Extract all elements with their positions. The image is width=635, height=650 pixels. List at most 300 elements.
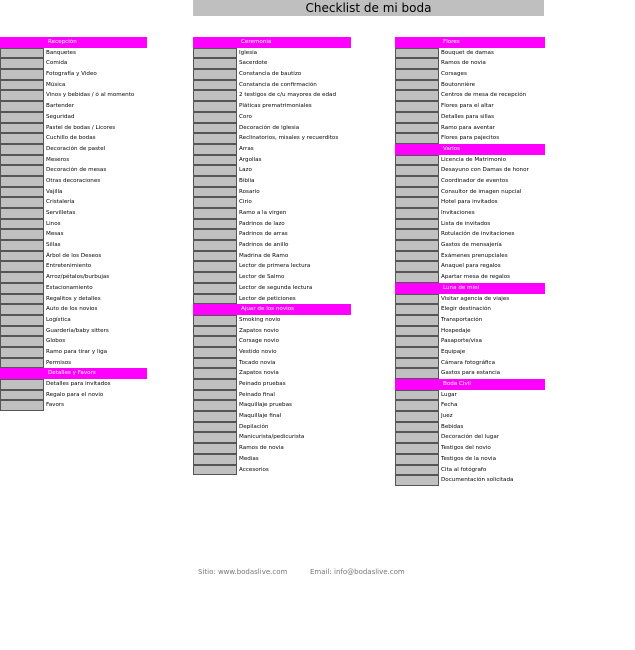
check-box[interactable] [193, 465, 237, 476]
check-box[interactable] [0, 304, 44, 315]
checklist-item-label: Pasaporte/visa [441, 338, 482, 345]
section-header: Ceremonia [193, 37, 351, 48]
checklist-item-label: Linos [46, 220, 61, 227]
checklist-item-label: Anaquel para regalos [441, 263, 501, 270]
checklist-item-label: Vestido novio [239, 348, 277, 355]
checklist-item-label: Ramo para aventar [441, 124, 495, 131]
check-box[interactable] [0, 155, 44, 166]
checklist-item-label: Ramo a la virgen [239, 210, 287, 216]
checklist-item-label: Constancia de bautizo [239, 71, 302, 78]
check-box[interactable] [193, 368, 237, 379]
check-box[interactable] [395, 475, 439, 486]
checklist-item [0, 112, 147, 123]
check-box[interactable] [193, 294, 237, 305]
checklist-item-label: Consultor de imagen nupcial [441, 188, 522, 195]
check-box[interactable] [193, 336, 237, 347]
check-box[interactable] [193, 219, 237, 230]
checklist-item [193, 101, 351, 112]
check-box[interactable] [0, 80, 44, 91]
checklist-item [193, 133, 351, 144]
check-box[interactable] [193, 80, 237, 91]
checklist-item-label: Lugar [441, 391, 457, 398]
checklist-item-label: Sacerdote [239, 60, 268, 67]
checklist-item-label: Árbol de los Deseos [46, 252, 102, 259]
checklist-item-label: Coordinador de eventos [441, 177, 509, 184]
check-box[interactable] [395, 432, 439, 443]
check-box[interactable] [395, 133, 439, 144]
checklist-item [193, 229, 351, 240]
check-box[interactable] [193, 326, 237, 337]
checklist-item [193, 411, 351, 422]
checklist-item-label: Pastel de bodas / Licores [46, 124, 116, 131]
checklist-item [193, 347, 351, 358]
check-box[interactable] [193, 112, 237, 123]
checklist-item [395, 304, 545, 315]
checklist-item-label: Padrinos de lazo [239, 220, 285, 227]
check-box[interactable] [193, 400, 237, 411]
checklist-item [395, 58, 545, 69]
checklist-item-label: Boutonnière [441, 81, 476, 88]
checklist-item [0, 283, 147, 294]
checklist-item [193, 400, 351, 411]
checklist-item [395, 123, 545, 134]
checklist-item [0, 144, 147, 155]
checklist-item-label: Exámenes prenupciales [441, 252, 508, 259]
check-box[interactable] [193, 432, 237, 443]
checklist-item-label: Lector de primera lectura [239, 263, 311, 270]
checklist-item [395, 240, 545, 251]
checklist-item [193, 90, 351, 101]
check-box[interactable] [0, 240, 44, 251]
checklist-item [0, 165, 147, 176]
checklist-item-label: Corsages [441, 71, 467, 78]
checklist-item [0, 390, 147, 401]
check-box[interactable] [0, 165, 44, 176]
check-box[interactable] [0, 90, 44, 101]
checklist-item [0, 272, 147, 283]
checklist-item [193, 465, 351, 476]
checklist-item-label: Bebidas [441, 423, 464, 430]
checklist-item-label: Pláticas prematrimoniales [239, 103, 312, 110]
checklist-item-label: Comida [46, 60, 68, 67]
check-box[interactable] [193, 272, 237, 283]
checklist-item-label: Accesorios [239, 466, 269, 473]
checklist-item [193, 144, 351, 155]
section-header: Ajuar de los novios [193, 304, 351, 315]
check-box[interactable] [193, 261, 237, 272]
checklist-item [0, 155, 147, 166]
check-box[interactable] [0, 272, 44, 283]
check-box[interactable] [0, 315, 44, 326]
check-box[interactable] [193, 90, 237, 101]
check-box[interactable] [193, 454, 237, 465]
checklist-item-label: Testigos del novio [441, 445, 491, 452]
check-box[interactable] [395, 58, 439, 69]
check-box[interactable] [193, 133, 237, 144]
checklist-item [193, 176, 351, 187]
checklist-item [0, 336, 147, 347]
checklist-item-label: Meseros [46, 156, 70, 163]
checklist-item-label: Fotografía y Video [46, 71, 97, 78]
checklist-item-label: Permisos [46, 359, 72, 366]
checklist-item [395, 101, 545, 112]
checklist-item-label: Decoración de mesas [46, 167, 107, 174]
checklist-item-label: Testigos de la novia [441, 455, 497, 462]
column-3 [395, 37, 545, 486]
checklist-item [193, 294, 351, 305]
check-box[interactable] [0, 358, 44, 369]
checklist-item [193, 187, 351, 198]
checklist-item-label: Hospedaje [441, 327, 471, 334]
check-box[interactable] [395, 69, 439, 80]
checklist-item [0, 80, 147, 91]
check-box[interactable] [193, 176, 237, 187]
check-box[interactable] [395, 219, 439, 230]
check-box[interactable] [0, 326, 44, 337]
check-box[interactable] [0, 144, 44, 155]
section-header: Varios [395, 144, 545, 155]
checklist-item [395, 326, 545, 337]
checklist-item [193, 379, 351, 390]
checklist-item-label: Estacionamiento [46, 284, 93, 291]
checklist-item-label: Arroz/pétalos/burbujas [46, 274, 110, 281]
check-box[interactable] [395, 187, 439, 198]
checklist-item-label: Detalles para invitados [46, 381, 111, 387]
checklist-item [395, 422, 545, 433]
check-box[interactable] [395, 368, 439, 379]
checklist-item [395, 197, 545, 208]
check-box[interactable] [395, 443, 439, 454]
checklist-item [0, 48, 147, 59]
check-box[interactable] [193, 347, 237, 358]
check-box[interactable] [193, 443, 237, 454]
checklist-item [395, 48, 545, 59]
section-header: Luna de miel [395, 283, 545, 294]
checklist-item-label: Reclinatorios, misales y recuerditos [239, 135, 339, 142]
check-box[interactable] [395, 347, 439, 358]
footer-email: Email: info@bodaslive.com [310, 568, 405, 576]
check-box[interactable] [0, 187, 44, 198]
checklist-item-label: Padrinos de anillo [239, 242, 289, 249]
checklist-item [0, 219, 147, 230]
checklist-item-label: Zapatos novio [239, 327, 279, 334]
check-box[interactable] [395, 390, 439, 401]
checklist-item [395, 454, 545, 465]
section-header: Recepción [0, 37, 147, 48]
checklist-item-label: Argollas [239, 156, 262, 163]
checklist-item [395, 400, 545, 411]
check-box[interactable] [193, 144, 237, 155]
checklist-item-label: Lazo [239, 167, 252, 174]
checklist-item [395, 165, 545, 176]
checklist-item [0, 261, 147, 272]
checklist-item [193, 261, 351, 272]
checklist-item [193, 48, 351, 59]
checklist-item [395, 475, 545, 486]
check-box[interactable] [0, 294, 44, 305]
checklist-item [0, 229, 147, 240]
checklist-item-label: Gastos de mensajería [441, 242, 502, 249]
checklist-item [0, 315, 147, 326]
checklist-item [395, 69, 545, 80]
checklist-item [193, 336, 351, 347]
checklist-item-label: Licencia de Matrimonio [441, 156, 507, 163]
checklist-item-label: Otras decoraciones [46, 177, 101, 184]
checklist-item [0, 347, 147, 358]
check-box[interactable] [0, 261, 44, 272]
checklist-item [395, 112, 545, 123]
check-box[interactable] [0, 336, 44, 347]
checklist-item [193, 197, 351, 208]
checklist-item [0, 379, 147, 390]
checklist-item-label: Lista de invitados [441, 220, 491, 227]
check-box[interactable] [193, 165, 237, 176]
checklist-item [193, 283, 351, 294]
check-box[interactable] [395, 165, 439, 176]
check-box[interactable] [395, 101, 439, 112]
checklist-item-label: Ramos de novia [441, 60, 486, 67]
checklist-item [395, 208, 545, 219]
checklist-item-label: Cita al fotógrafo [441, 466, 487, 473]
checklist-item [0, 187, 147, 198]
check-box[interactable] [193, 197, 237, 208]
checklist-item [193, 155, 351, 166]
checklist-item [193, 315, 351, 326]
checklist-item-label: Música [46, 81, 66, 88]
check-box[interactable] [193, 48, 237, 59]
check-box[interactable] [0, 197, 44, 208]
check-box[interactable] [395, 272, 439, 283]
check-box[interactable] [193, 251, 237, 262]
check-box[interactable] [395, 80, 439, 91]
checklist-item-label: Decoración de iglesia [239, 124, 300, 131]
check-box[interactable] [0, 390, 44, 401]
check-box[interactable] [0, 48, 44, 59]
check-box[interactable] [0, 58, 44, 69]
checklist-item [193, 272, 351, 283]
checklist-item-label: Peinado pruebas [239, 381, 286, 387]
checklist-item-label: Coro [239, 113, 252, 120]
checklist-item-label: Ramos de novia [239, 445, 284, 452]
checklist-item-label: Entretenimiento [46, 263, 92, 270]
checklist-item-label: Maquillaje pruebas [239, 402, 292, 409]
check-box[interactable] [395, 465, 439, 476]
check-box[interactable] [0, 123, 44, 134]
checklist-item-label: Cámara fotográfica [441, 359, 496, 366]
section-header: Detalles y Favors [0, 368, 147, 379]
check-box[interactable] [193, 155, 237, 166]
checklist-item-label: Smoking novio [239, 316, 281, 323]
checklist-item-label: Rosario [239, 188, 260, 195]
check-box[interactable] [395, 326, 439, 337]
checklist-item [193, 390, 351, 401]
checklist-item [193, 422, 351, 433]
check-box[interactable] [395, 422, 439, 433]
check-box[interactable] [0, 400, 44, 411]
check-box[interactable] [0, 379, 44, 390]
check-box[interactable] [0, 251, 44, 262]
check-box[interactable] [395, 411, 439, 422]
checklist-item [395, 90, 545, 101]
checklist-item [193, 326, 351, 337]
checklist-item-label: Vajilla [46, 188, 63, 195]
checklist-item [395, 176, 545, 187]
checklist-item-label: Sillas [46, 242, 61, 249]
check-box[interactable] [193, 358, 237, 369]
checklist-item-label: Manicurista/pedicurista [239, 434, 305, 441]
check-box[interactable] [395, 240, 439, 251]
check-box[interactable] [0, 69, 44, 80]
checklist-item-label: Peinado final [239, 391, 275, 398]
check-box[interactable] [395, 315, 439, 326]
checklist-item-label: Flores para pajecitos [441, 135, 500, 142]
check-box[interactable] [0, 133, 44, 144]
checklist-item-label: Elegir destinación [441, 306, 491, 313]
check-box[interactable] [395, 261, 439, 272]
check-box[interactable] [395, 454, 439, 465]
checklist-item-label: Transportación [441, 316, 483, 323]
checklist-item [395, 443, 545, 454]
checklist-item-label: Iglesia [239, 49, 258, 56]
checklist-item-label: Cuchillo de bodas [46, 135, 96, 142]
checklist-item-label: Detalles para sillas [441, 113, 495, 120]
checklist-item [395, 358, 545, 369]
check-box[interactable] [0, 219, 44, 230]
checklist-item [0, 133, 147, 144]
check-box[interactable] [193, 240, 237, 251]
check-box[interactable] [395, 304, 439, 315]
check-box[interactable] [193, 58, 237, 69]
checklist-item-label: Centros de mesa de recepción [441, 92, 527, 99]
checklist-item [395, 390, 545, 401]
check-box[interactable] [395, 336, 439, 347]
checklist-item [395, 294, 545, 305]
column-2 [193, 37, 351, 475]
checklist-item-label: Lector de peticiones [239, 295, 296, 302]
checklist-item-label: Bouquet de damas [441, 49, 494, 56]
checklist-item-label: Lector de segunda lectura [239, 284, 313, 291]
check-box[interactable] [0, 283, 44, 294]
check-box[interactable] [0, 347, 44, 358]
check-box[interactable] [395, 112, 439, 123]
check-box[interactable] [193, 69, 237, 80]
checklist-item-label: Vinos y bebidas / ó al momento [46, 92, 135, 99]
check-box[interactable] [193, 411, 237, 422]
checklist-item-label: Visitar agencia de viajes [441, 295, 510, 302]
check-box[interactable] [193, 315, 237, 326]
checklist-item [0, 197, 147, 208]
check-box[interactable] [395, 358, 439, 369]
check-box[interactable] [395, 48, 439, 59]
check-box[interactable] [0, 112, 44, 123]
check-box[interactable] [193, 101, 237, 112]
section-header: Boda Civil [395, 379, 545, 390]
checklist-item-label: Rotulación de invitaciones [441, 231, 515, 238]
checklist-item-label: Corsage novio [239, 338, 279, 345]
page-title: Checklist de mi boda [193, 0, 544, 16]
check-box[interactable] [193, 187, 237, 198]
checklist-item-label: Regalitos y detalles [46, 295, 101, 302]
checklist-item [0, 123, 147, 134]
checklist-item-label: Equipaje [441, 348, 466, 355]
section-header: Flores [395, 37, 545, 48]
checklist-item [395, 155, 545, 166]
checklist-item-label: Guardería/baby sitters [46, 327, 109, 334]
checklist-item [0, 358, 147, 369]
check-box[interactable] [193, 283, 237, 294]
check-box[interactable] [193, 208, 237, 219]
checklist-item [395, 261, 545, 272]
checklist-item [0, 294, 147, 305]
checklist-item [193, 80, 351, 91]
check-box[interactable] [193, 123, 237, 134]
check-box[interactable] [395, 208, 439, 219]
checklist-item [0, 101, 147, 112]
checklist-item-label: Seguridad [46, 113, 75, 120]
checklist-item-label: Invitaciones [441, 210, 475, 216]
checklist-item-label: Apartar mesa de regalos [441, 274, 511, 281]
check-box[interactable] [193, 229, 237, 240]
checklist-item-label: Documentación solicitada [441, 477, 514, 484]
check-box[interactable] [395, 176, 439, 187]
check-box[interactable] [395, 197, 439, 208]
checklist-item-label: Cirio [239, 199, 252, 206]
checklist-item [395, 432, 545, 443]
check-box[interactable] [0, 208, 44, 219]
check-box[interactable] [0, 101, 44, 112]
checklist-item [193, 443, 351, 454]
check-box[interactable] [395, 251, 439, 262]
checklist-item-label: Flores para el altar [441, 103, 494, 110]
checklist-item-label: Desayuno con Damas de honor [441, 167, 529, 174]
checklist-item [0, 176, 147, 187]
checklist-item [395, 347, 545, 358]
check-box[interactable] [395, 400, 439, 411]
checklist-item-label: Ramo para tirar y liga [46, 348, 108, 355]
checklist-item [395, 229, 545, 240]
check-box[interactable] [395, 155, 439, 166]
checklist-item-label: Regalo para el novio [46, 391, 104, 398]
checklist-item [395, 80, 545, 91]
checklist-item [193, 432, 351, 443]
checklist-item-label: Biblia [239, 177, 255, 184]
checklist-item-label: Maquillaje final [239, 413, 282, 420]
check-box[interactable] [0, 229, 44, 240]
checklist-item [395, 219, 545, 230]
check-box[interactable] [395, 294, 439, 305]
checklist-item [0, 400, 147, 411]
checklist-item-label: Globos [46, 338, 66, 345]
checklist-item-label: Constancia de confirmación [239, 81, 317, 88]
checklist-item-label: Auto de los novios [46, 306, 98, 313]
checklist-item [193, 69, 351, 80]
checklist-item [193, 358, 351, 369]
checklist-item [0, 251, 147, 262]
checklist-item-label: Zapatos novia [239, 370, 279, 377]
check-box[interactable] [193, 422, 237, 433]
checklist-item [193, 58, 351, 69]
check-box[interactable] [395, 229, 439, 240]
check-box[interactable] [395, 123, 439, 134]
check-box[interactable] [395, 90, 439, 101]
checklist-item [193, 240, 351, 251]
check-box[interactable] [193, 390, 237, 401]
checklist-item [395, 187, 545, 198]
check-box[interactable] [0, 176, 44, 187]
checklist-item [193, 454, 351, 465]
check-box[interactable] [193, 379, 237, 390]
checklist-item-label: Fecha [441, 402, 458, 409]
